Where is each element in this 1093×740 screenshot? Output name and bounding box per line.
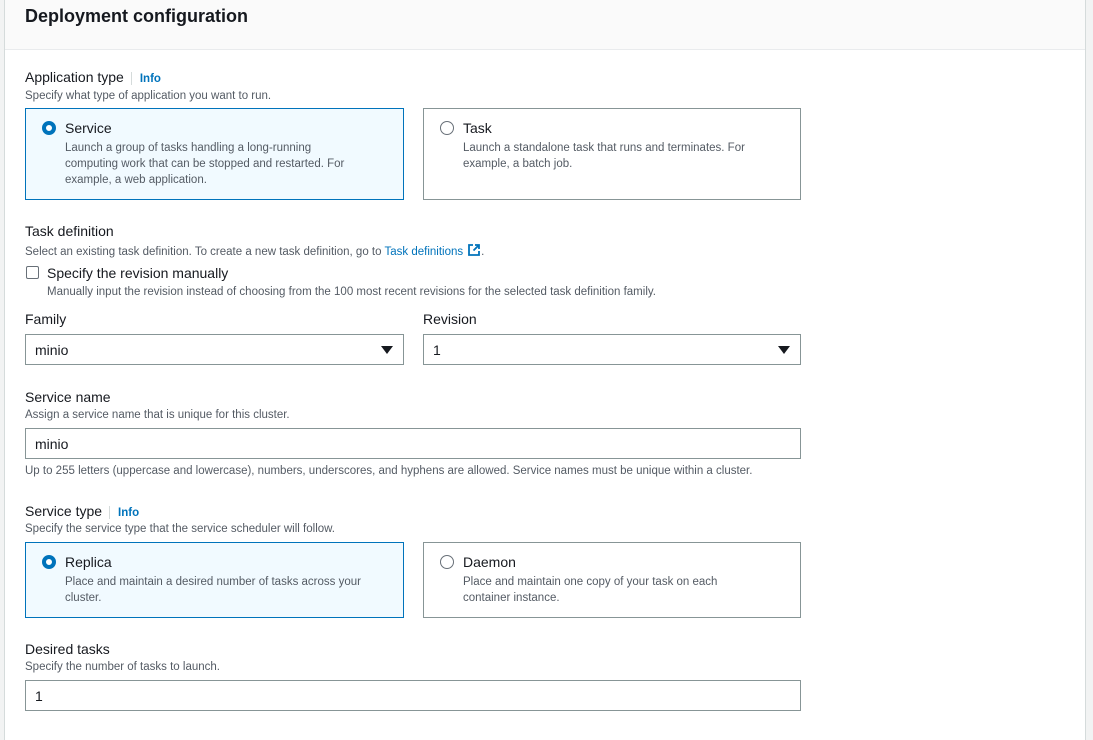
service-name-label: Service name [25, 389, 111, 405]
description-line: example, a web application. [65, 174, 207, 186]
replica-option-title: Replica [65, 554, 112, 570]
caret-down-icon [381, 346, 393, 354]
application-type-option-service[interactable] [25, 108, 404, 200]
section-title: Deployment configuration [25, 6, 249, 26]
application-type-label-row [25, 69, 161, 85]
task-definition-label: Task definition [25, 223, 114, 239]
task-definition-description-suffix: . [481, 246, 485, 258]
specify-revision-label[interactable]: Specify the revision manually [47, 265, 229, 281]
family-label: Family [25, 311, 67, 327]
task-radio[interactable] [440, 121, 454, 135]
family-select[interactable] [25, 334, 404, 365]
service-name-input[interactable] [25, 428, 801, 459]
service-type-label: Service type [25, 503, 103, 519]
service-option-title: Service [65, 120, 112, 136]
service-type-option-daemon[interactable] [423, 542, 801, 618]
description-line: Launch a group of tasks handling a long-running [65, 142, 312, 154]
daemon-option-title: Daemon [463, 554, 516, 570]
task-definition-description-text: Select an existing task definition. To create a new task definition, go to [25, 246, 382, 258]
desired-tasks-description: Specify the number of tasks to launch. [25, 661, 220, 673]
description-line: computing work that can be stopped and restarted. For [65, 158, 345, 170]
task-option-description [463, 140, 745, 172]
service-type-option-replica[interactable] [25, 542, 404, 618]
family-select-value: minio [35, 342, 69, 358]
service-type-description: Specify the service type that the service scheduler will follow. [25, 523, 336, 535]
description-line: Place and maintain a desired number of tasks across your [65, 576, 361, 588]
task-definitions-link-text: Task definitions [384, 246, 464, 258]
service-type-label-row [25, 503, 139, 519]
info-separator [131, 72, 132, 85]
daemon-option-description [463, 574, 717, 606]
panel-header [5, 0, 1085, 50]
application-type-label: Application type [25, 69, 124, 85]
task-option-title: Task [463, 120, 492, 136]
task-definition-description [25, 243, 484, 258]
description-line: Place and maintain one copy of your task on each [463, 576, 718, 588]
description-line: example, a batch job. [463, 158, 573, 170]
service-name-constraint: Up to 255 letters (uppercase and lowercase), numbers, underscores, and hyphens are allowed. Service names must be unique within a cluster. [25, 465, 753, 477]
service-option-description [65, 140, 344, 188]
specify-revision-description: Manually input the revision instead of choosing from the 100 most recent revisions for the selected task definition family. [47, 286, 656, 298]
description-line: container instance. [463, 592, 560, 604]
application-type-option-task[interactable] [423, 108, 801, 200]
service-name-description: Assign a service name that is unique for this cluster. [25, 409, 290, 421]
replica-option-description [65, 574, 361, 606]
service-type-info-link[interactable]: Info [118, 507, 140, 519]
revision-label: Revision [423, 311, 477, 327]
service-name-input-value: minio [35, 436, 69, 452]
revision-select[interactable] [423, 334, 801, 365]
info-separator [109, 506, 110, 519]
specify-revision-checkbox[interactable] [26, 266, 39, 279]
revision-select-value: 1 [433, 342, 441, 358]
deployment-configuration-panel [4, 0, 1086, 740]
desired-tasks-label: Desired tasks [25, 641, 110, 657]
task-definitions-link[interactable] [384, 246, 485, 258]
daemon-radio[interactable] [440, 555, 454, 569]
service-radio[interactable] [42, 121, 56, 135]
replica-radio[interactable] [42, 555, 56, 569]
application-type-info-link[interactable]: Info [139, 73, 161, 85]
desired-tasks-input-value: 1 [35, 688, 43, 704]
description-line: Launch a standalone task that runs and terminates. For [463, 142, 745, 154]
description-line: cluster. [65, 592, 102, 604]
external-link-icon [467, 243, 481, 257]
application-type-description: Specify what type of application you want to run. [25, 90, 272, 102]
desired-tasks-input[interactable] [25, 680, 801, 711]
caret-down-icon [778, 346, 790, 354]
